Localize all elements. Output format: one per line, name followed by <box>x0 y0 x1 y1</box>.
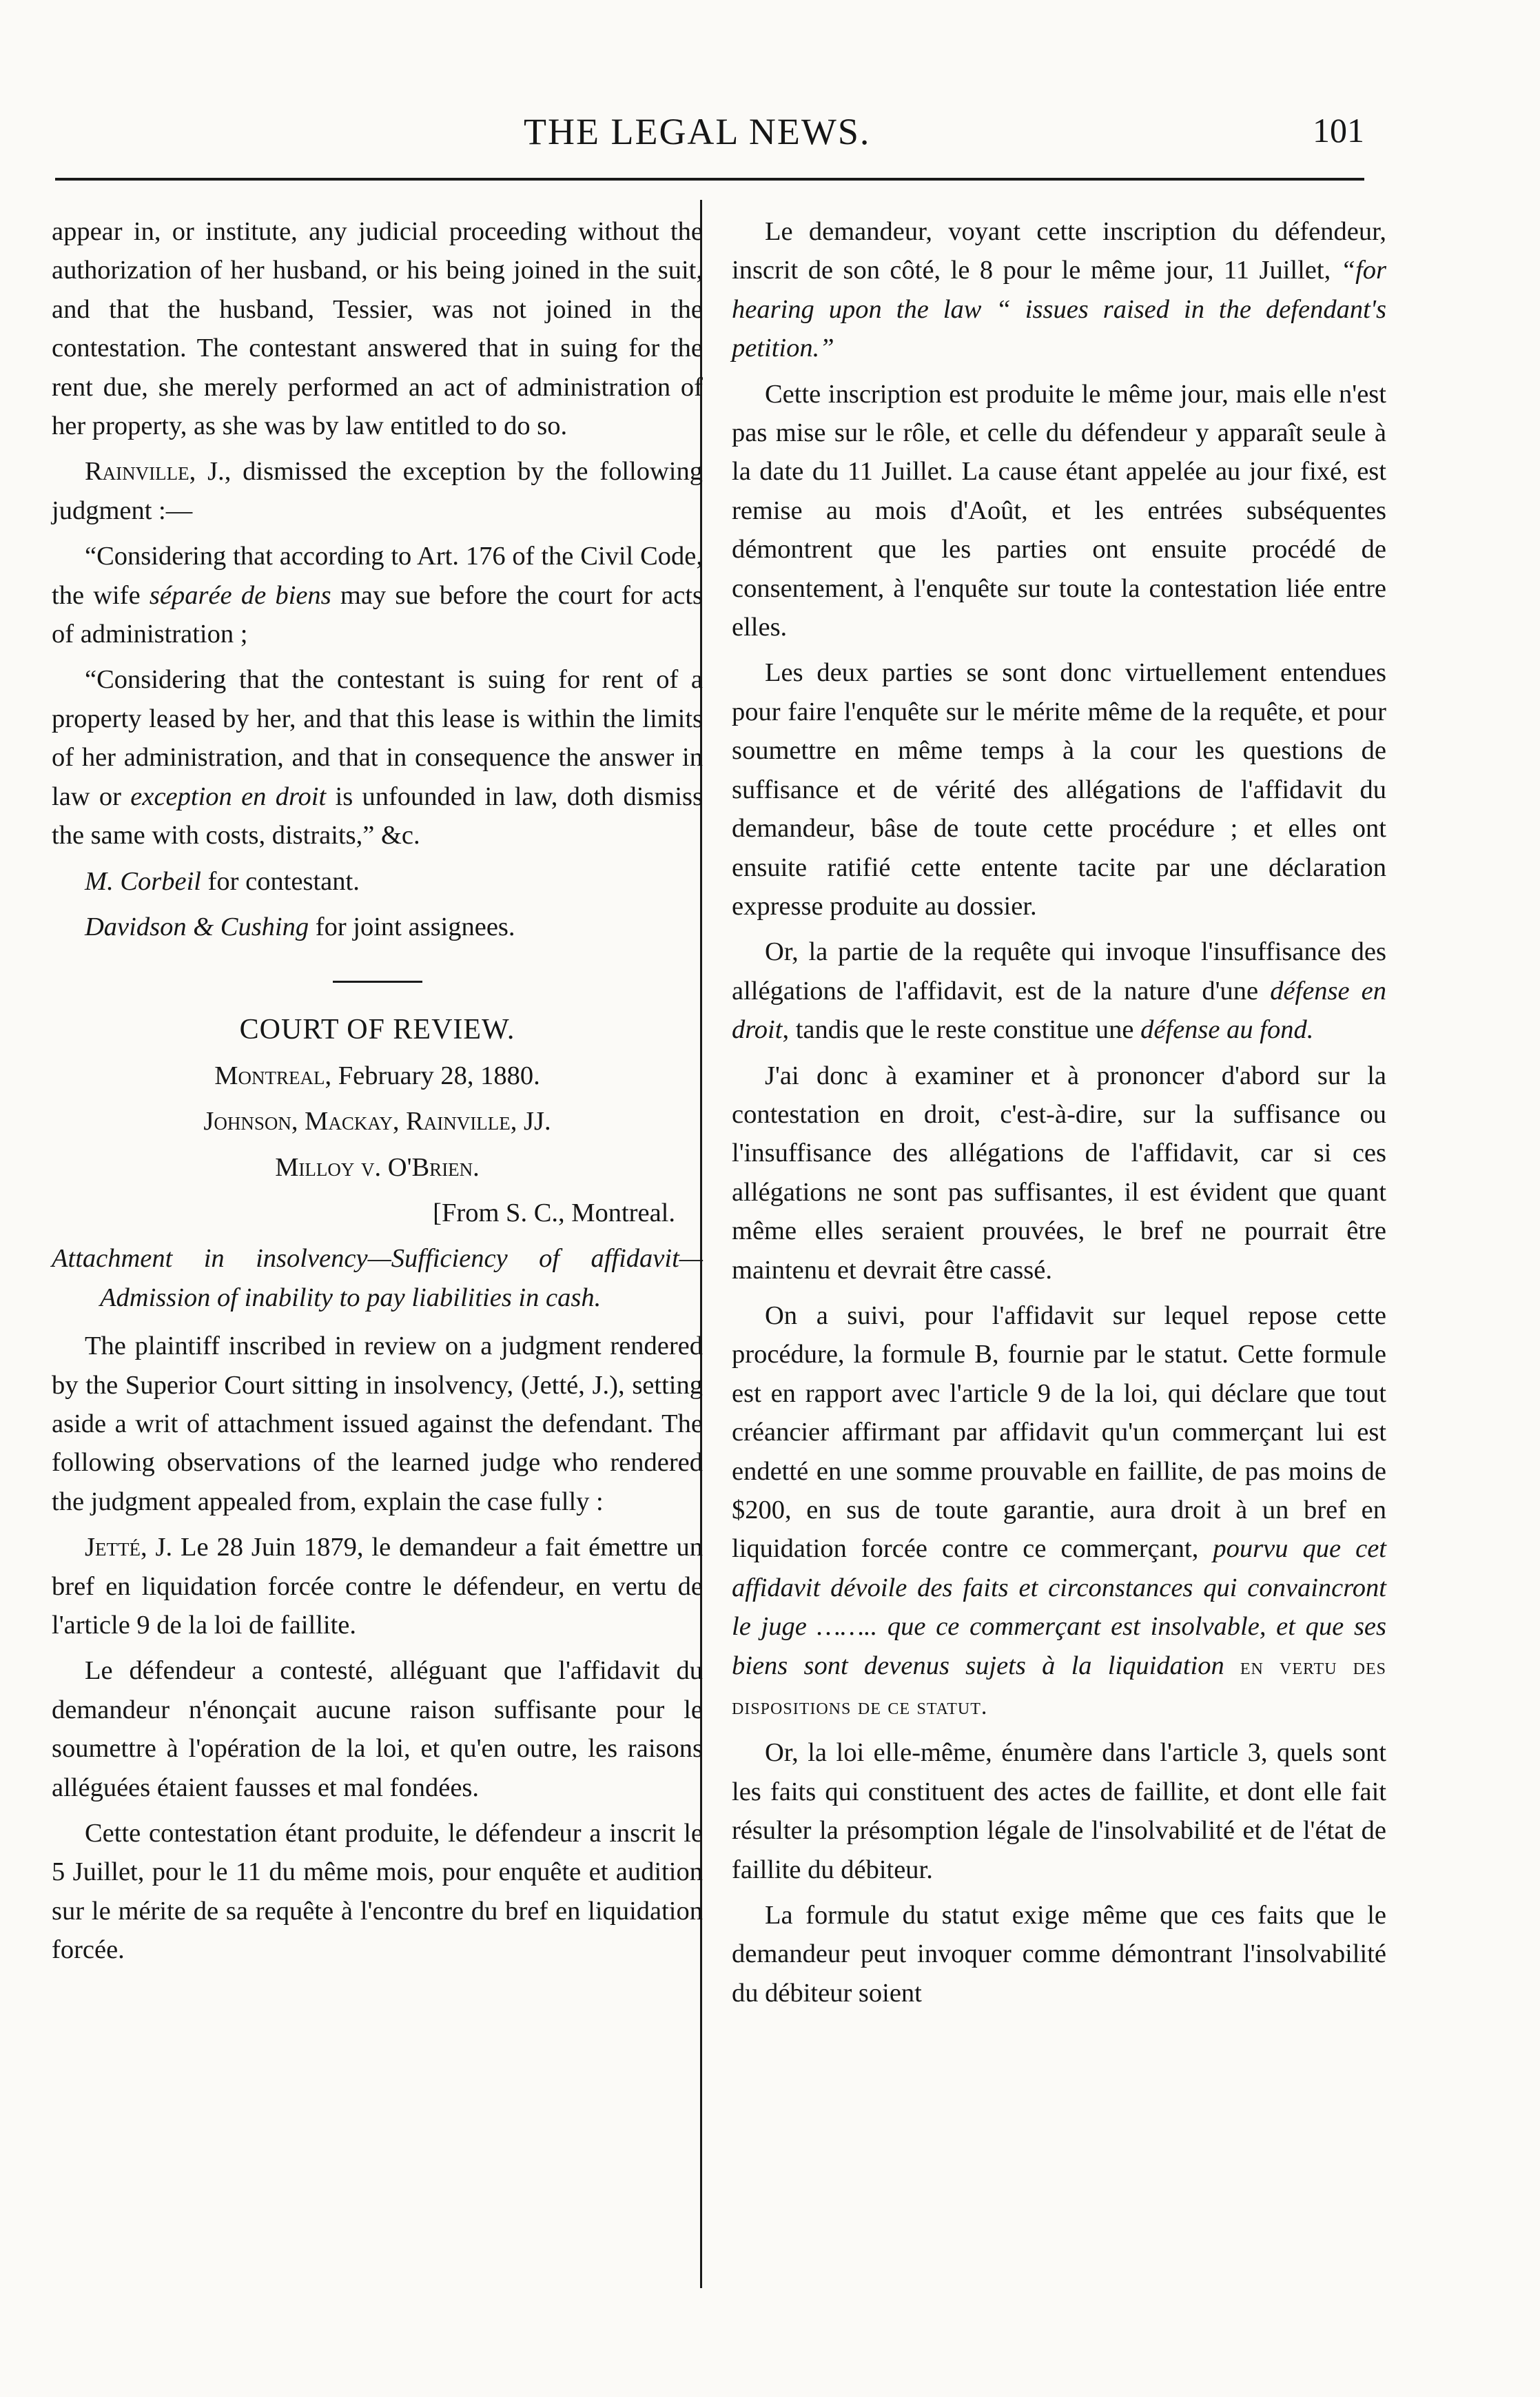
italic-phrase: exception en droit <box>130 782 327 811</box>
paragraph: Or, la partie de la requête qui invoque l'insuffisance des allégations de l'affidavit, est de la nature d'une défense en droit, tandis que le reste constitue une défense au fond. <box>732 937 1386 1045</box>
right-column <box>732 212 1386 2019</box>
paragraph: Les deux parties se sont donc virtuellement entendues pour faire l'enquête sur le mérite même de la requête, et pour soumettre en même temps à la cour les questions de suffisance et de vérité des allégations de l'affidavit du demandeur, bâse de toute cette procédure ; et elles ont ensuite ratifié cette entente tacite par une déclaration expresse produite au dossier. <box>732 658 1386 921</box>
paragraph: “Considering that the contestant is suing for rent of a property leased by her, and that this lease is within the limits of her administration, and that in consequence the answer in law or exception en droit is unfounded in law, doth dismiss the same with costs, distraits,” &c. <box>52 665 704 850</box>
header-rule <box>55 178 1364 181</box>
court-title: COURT OF REVIEW. <box>239 1014 515 1046</box>
counsel-line: Davidson & Cushing for joint assignees. <box>85 912 515 941</box>
paragraph: On a suivi, pour l'affidavit sur lequel repose cette procédure, la formule B, fournie par le statut. Cette formule est en rapport avec l'article 9 de la loi, qui déclare que tout créancier affirmant par affidavit qu'un commerçant lui est endetté en une somme prouvable en faillite, de pas moins de $200, en sus de toute garantie, aura droit à un bref en liquidation forcée contre ce commerçant, pourvu que cet affidavit dévoile des faits et circonstances qui convaincront le juge …….. que ce commerçant est insolvable, et que ses biens sont devenus sujets à la liquidation en vertu des dispositions de ce statut. <box>732 1300 1386 1720</box>
paragraph: J'ai donc à examiner et à prononcer d'abord sur la contestation en droit, c'est-à-dire, sur la suffisance ou l'insuffisance des allégations de l'affidavit, car si ces allégations ne sont pas suffisantes, il est évident que quant même elles seraient prouvées, le bref ne pourrait être maintenu et devrait être cassé. <box>732 1061 1386 1285</box>
judge-name: Jetté, J. <box>85 1533 173 1562</box>
section-rule <box>333 981 422 983</box>
case-name: Milloy v. O'Brien. <box>275 1152 480 1182</box>
paragraph: Le demandeur, voyant cette inscription du défendeur, inscrit de son côté, le 8 pour le même jour, 11 Juillet, “for hearing upon the law “ issues raised in the defendant's petition.” <box>732 217 1386 363</box>
judges-line: Johnson, Mackay, Rainville, JJ. <box>203 1107 551 1136</box>
paragraph: Or, la loi elle-même, énumère dans l'article 3, quels sont les faits qui constituent des actes de faillite, et dont elle fait résulter la présomption légale de l'insolvabilité et de l'état de faillite du débiteur. <box>732 1738 1386 1884</box>
paragraph: Cette contestation étant produite, le défendeur a inscrit le 5 Juillet, pour le 11 du même mois, pour enquête et audition sur le mérite de sa requête à l'encontre du bref en liquidation forcée. <box>52 1819 703 1965</box>
journal-title: THE LEGAL NEWS. <box>524 111 871 152</box>
paragraph: Jetté, J. Le 28 Juin 1879, le demandeur a fait émettre un bref en liquidation forcée contre le défendeur, en vertu de l'article 9 de la loi de faillite. <box>52 1533 703 1640</box>
paragraph: La formule du statut exige même que ces faits que le demandeur peut invoquer comme démontrant l'insolvabilité du débiteur soient <box>732 1901 1386 2008</box>
page-number: 101 <box>1313 111 1364 150</box>
paragraph: “Considering that according to Art. 176 of the Civil Code, the wife séparée de biens may sue before the court for acts of administration ; <box>52 542 704 649</box>
italic-phrase: “for hearing upon the law “ issues raised in the defendant's petition.” <box>732 256 1386 363</box>
judge-name: Rainville, J. <box>85 457 225 487</box>
italic-phrase: défense au fond. <box>1140 1015 1314 1045</box>
counsel-line: M. Corbeil for contestant. <box>85 866 360 896</box>
paragraph: Le défendeur a contesté, alléguant que l'affidavit du demandeur n'énonçait aucune raison suffisante pour le soumettre à l'opération de la loi, et qu'en outre, les raisons alléguées étaient fausses et mal fondées. <box>52 1656 703 1802</box>
italic-phrase: défense en droit <box>732 976 1386 1045</box>
paragraph: Cette inscription est produite le même jour, mais elle n'est pas mise sur le rôle, et celle du défendeur y apparaît seule à la date du 11 Juillet. La cause étant appelée au jour fixé, est remise au mois d'Août, et les entrées subséquentes démontrent que les parties ont ensuite procédé de consentement, à l'enquête sur toute la contestation liée entre elles. <box>732 379 1386 642</box>
italic-phrase: séparée de biens <box>149 580 331 610</box>
smallcaps-phrase: en vertu des dispositions de ce statut. <box>732 1653 1386 1720</box>
paragraph: appear in, or institute, any judicial proceeding without the authorization of her husband, or his being joined in the suit, and that the husband, Tessier, was not joined in the contestation. The contestant answered that in suing for the rent due, she merely performed an act of administration of her property, as she was by law entitled to do so. <box>52 217 703 441</box>
headnote: Attachment in insolvency—Sufficiency of affidavit—Admission of inability to pay liabilities in cash. <box>52 1244 703 1312</box>
italic-phrase: pourvu que cet affidavit dévoile des faits et circonstances qui convaincront le juge …….. que ce commerçant est insolvable, et que ses biens sont devenus sujets à la liquidation <box>732 1534 1386 1680</box>
source-court: [From S. C., Montreal. <box>433 1198 675 1227</box>
paragraph: The plaintiff inscribed in review on a judgment rendered by the Superior Court sitting in insolvency, (Jetté, J.), setting aside a writ of attachment issued against the defendant. The following observations of the learned judge who rendered the judgment appealed from, explain the case fully : <box>52 1332 703 1516</box>
left-column <box>52 212 703 1977</box>
dateline: Montreal, February 28, 1880. <box>214 1061 540 1090</box>
paragraph: Rainville, J., dismissed the exception by the following judgment :— <box>52 457 703 525</box>
running-header <box>55 110 1364 165</box>
